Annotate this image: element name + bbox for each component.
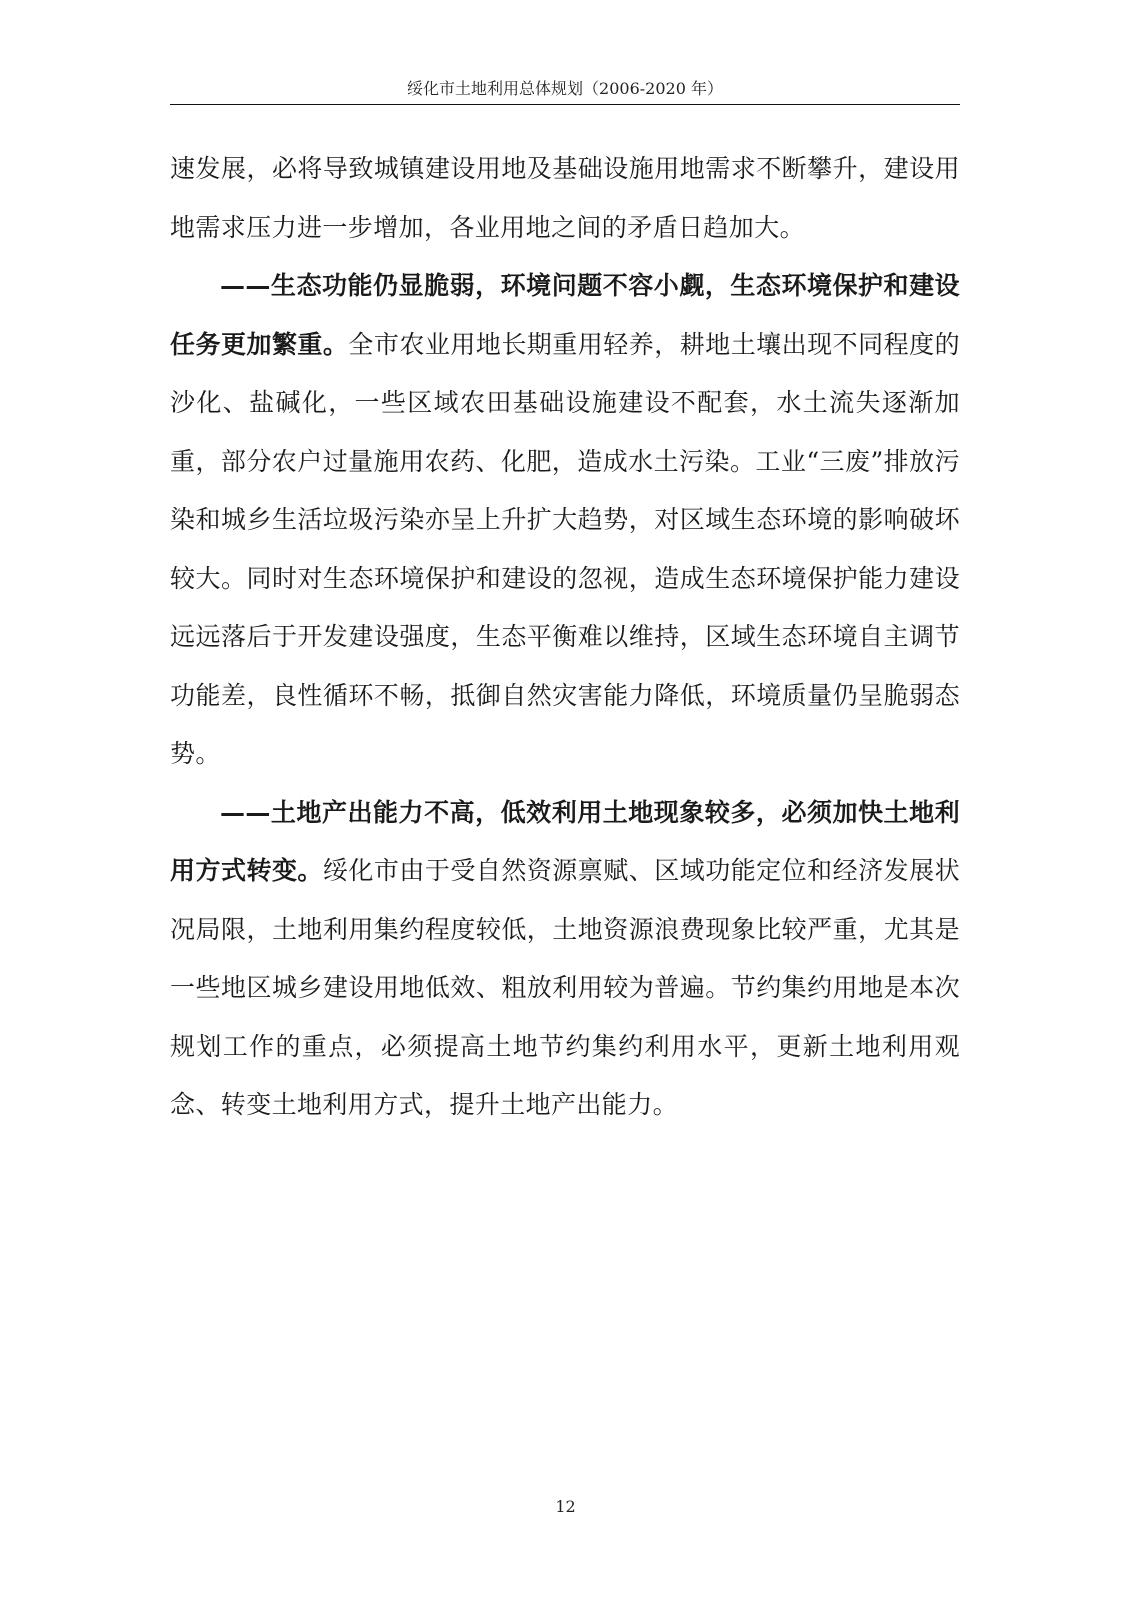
header-divider xyxy=(170,104,960,105)
paragraph-land-output xyxy=(170,784,960,1135)
paragraph-text: 绥化市由于受自然资源禀赋、区域功能定位和经济发展状况局限，土地利用集约程度较低，土地资源浪费现象比较严重，尤其是一些地区城乡建设用地低效、粗放利用较为普遍。节约集约用地是本次规划工作的重点，必须提高土地节约集约利用水平，更新土地利用观念、转变土地利用方式，提升土地产出能力。 xyxy=(170,856,960,1119)
page-number: 12 xyxy=(555,1497,576,1516)
paragraph-heading: ——生态功能仍显脆弱，环境问题不容小觑，生态环境保护和建设任务更加繁重。 xyxy=(170,271,960,359)
paragraph-ecology xyxy=(170,257,960,784)
running-header: 绥化市土地利用总体规划（2006-2020 年） xyxy=(407,79,723,98)
paragraph-heading: ——土地产出能力不高，低效利用土地现象较多，必须加快土地利用方式转变。 xyxy=(170,797,960,885)
body-text xyxy=(170,140,960,1135)
paragraph-text: 全市农业用地长期重用轻养，耕地土壤出现不同程度的沙化、盐碱化，一些区域农田基础设施建设不配套，水土流失逐渐加重，部分农户过量施用农药、化肥，造成水土污染。工业“三废”排放污染和城乡生活垃圾污染亦呈上升扩大趋势，对区域生态环境的影响破坏较大。同时对生态环境保护和建设的忽视，造成生态环境保护能力建设远远落后于开发建设强度，生态平衡难以维持，区域生态环境自主调节功能差，良性循环不畅，抵御自然灾害能力降低，环境质量仍呈脆弱态势。 xyxy=(170,329,960,768)
paragraph-text: 速发展，必将导致城镇建设用地及基础设施用地需求不断攀升，建设用地需求压力进一步增加，各业用地之间的矛盾日趋加大。 xyxy=(170,154,960,242)
paragraph-continuation xyxy=(170,140,960,257)
